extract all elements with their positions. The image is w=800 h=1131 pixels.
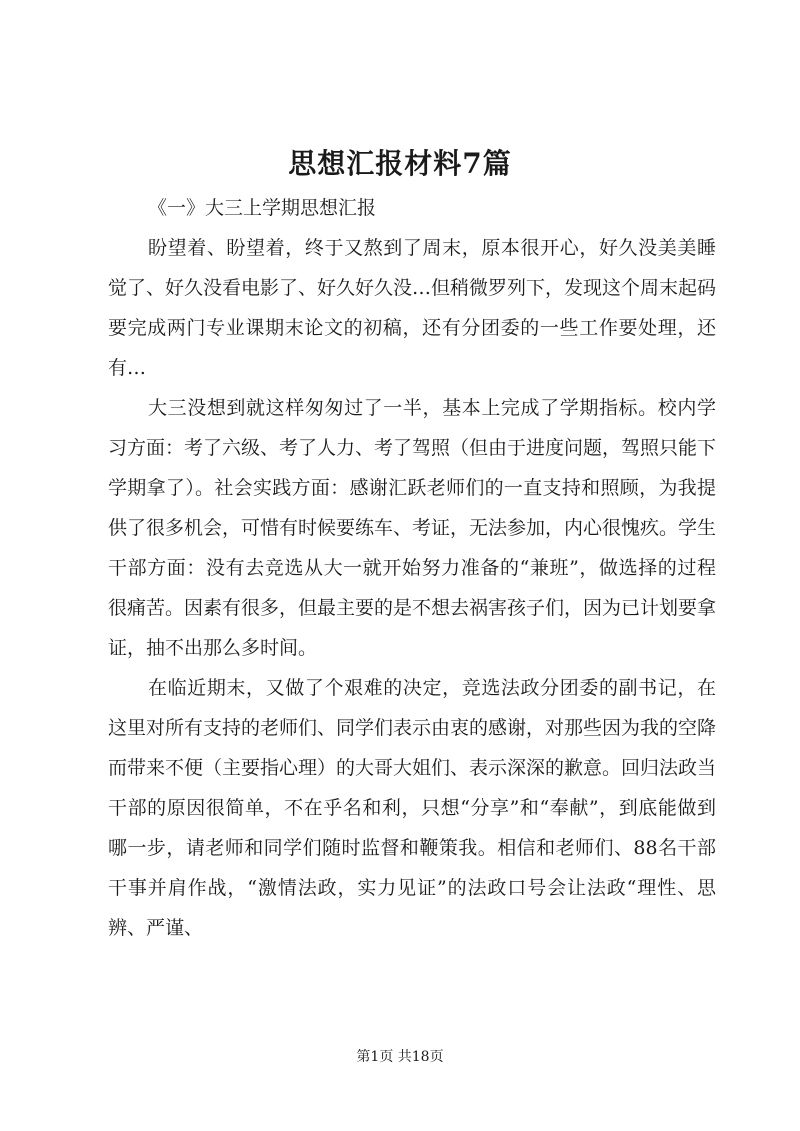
document-title: 思想汇报材料7篇 — [288, 147, 512, 180]
page-footer: 第1页 共18页 — [356, 1049, 444, 1065]
section-heading: 《一》大三上学期思想汇报 — [148, 197, 377, 219]
paragraph-2: 大三没想到就这样匆匆过了一半，基本上完成了学期指标。校内学习方面：考了六级、考了人力、考了驾照（但由于进度问题，驾照只能下学期拿了）。社会实践方面：感谢汇跃老师们的一直支持和照顾，为我提供了很多机会，可惜有时候要练车、考证，无法参加，内心很愧疚。学生干部方面：没有去竞选从大一就开始努力准备的“兼班”，做选择的过程很痛苦。因素有很多，但最主要的是不想去祸害孩子们，因为已计划要拿证，抽不出那么多时间。 — [108, 397, 717, 659]
paragraph-1: 盼望着、盼望着，终于又熬到了周末，原本很开心，好久没美美睡觉了、好久没看电影了、好久好久没…但稍微罗列下，发现这个周末起码要完成两门专业课期末论文的初稿，还有分团委的一些工作要处理，还有… — [108, 237, 717, 379]
document-body — [108, 188, 716, 948]
paragraph-3: 在临近期末，又做了个艰难的决定，竞选法政分团委的副书记，在这里对所有支持的老师们、同学们表示由衷的感谢，对那些因为我的空降而带来不便（主要指心理）的大哥大姐们、表示深深的歉意。回归法政当干部的原因很简单，不在乎名和利，只想“分享”和“奉献”，到底能做到哪一步，请老师和同学们随时监督和鞭策我。相信和老师们、88名干部干事并肩作战，“激情法政，实力见证”的法政口号会让法政“理性、思辨、严谨、 — [108, 677, 717, 939]
